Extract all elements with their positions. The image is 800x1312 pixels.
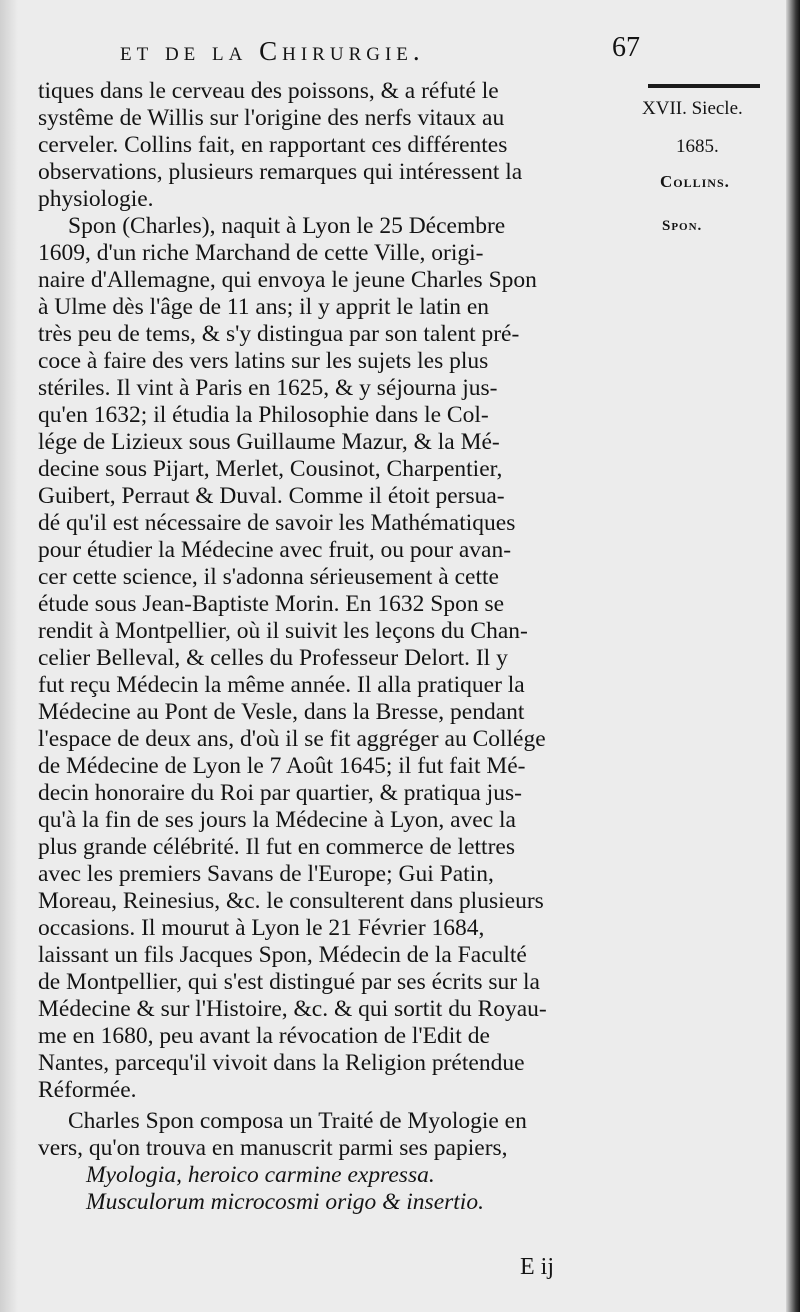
text-line: très peu de tems, & s'y distingua par son talent pré- bbox=[38, 321, 520, 347]
margin-note-century: XVII. Siecle. bbox=[642, 98, 743, 119]
text-line: lége de Lizieux sous Guillaume Mazur, & la Mé- bbox=[38, 429, 500, 455]
margin-note-collins: Collins. bbox=[660, 172, 730, 191]
text-line-italic: Musculorum microcosmi origo & insertio. bbox=[86, 1189, 484, 1215]
text-line: pour étudier la Médecine avec fruit, ou pour avan- bbox=[38, 537, 512, 563]
text-line: tiques dans le cerveau des poissons, & a réfuté le bbox=[38, 78, 499, 104]
text-line: plus grande célébrité. Il fut en commerce de lettres bbox=[38, 834, 515, 860]
page-left-shadow bbox=[0, 0, 18, 1312]
text-line: physiologie. bbox=[38, 186, 154, 212]
text-line: coce à faire des vers latins sur les sujets les plus bbox=[38, 348, 489, 374]
text-line: cerveler. Collins fait, en rapportant ces différentes bbox=[38, 132, 508, 158]
text-line: occasions. Il mourut à Lyon le 21 Février 1684, bbox=[38, 915, 485, 941]
margin-rule bbox=[648, 84, 760, 88]
page-header bbox=[120, 32, 640, 72]
text-line: dé qu'il est nécessaire de savoir les Mathématiques bbox=[38, 510, 516, 536]
text-line: avec les premiers Savans de l'Europe; Gui Patin, bbox=[38, 861, 494, 887]
text-line: observations, plusieurs remarques qui intéressent la bbox=[38, 159, 523, 185]
running-head: et de la Chirurgie. bbox=[120, 36, 425, 66]
text-line: Réformée. bbox=[38, 1077, 137, 1103]
text-line: à Ulme dès l'âge de 11 ans; il y apprit le latin en bbox=[38, 294, 490, 320]
page-number: 67 bbox=[612, 32, 640, 63]
text-line: stériles. Il vint à Paris en 1625, & y séjourna jus- bbox=[38, 375, 498, 401]
text-line: Nantes, parcequ'il vivoit dans la Religion prétendue bbox=[38, 1050, 525, 1076]
text-line: qu'à la fin de ses jours la Médecine à Lyon, avec la bbox=[38, 807, 516, 833]
text-line: étude sous Jean-Baptiste Morin. En 1632 Spon se bbox=[38, 591, 505, 617]
book-spine-shadow bbox=[786, 0, 800, 1312]
margin-note-spon: Spon. bbox=[662, 218, 703, 234]
text-line: Médecine & sur l'Histoire, &c. & qui sortit du Royau- bbox=[38, 996, 547, 1022]
text-line-italic: Myologia, heroico carmine expressa. bbox=[86, 1162, 435, 1188]
text-line: celier Belleval, & celles du Professeur Delort. Il y bbox=[38, 645, 508, 671]
text-line: Médecine au Pont de Vesle, dans la Bresse, pendant bbox=[38, 699, 525, 725]
text-line: laissant un fils Jacques Spon, Médecin de la Faculté bbox=[38, 942, 527, 968]
text-line: rendit à Montpellier, où il suivit les leçons du Chan- bbox=[38, 618, 528, 644]
text-line: qu'en 1632; il étudia la Philosophie dans le Col- bbox=[38, 402, 489, 428]
text-line: decin honoraire du Roi par quartier, & pratiqua jus- bbox=[38, 780, 522, 806]
text-line: Spon (Charles), naquit à Lyon le 25 Décembre bbox=[68, 213, 506, 239]
text-line: Guibert, Perraut & Duval. Comme il étoit persua- bbox=[38, 483, 505, 509]
text-line: naire d'Allemagne, qui envoya le jeune Charles Spon bbox=[38, 267, 537, 293]
text-line: fut reçu Médecin la même année. Il alla pratiquer la bbox=[38, 672, 525, 698]
text-line: de Médecine de Lyon le 7 Août 1645; il fut fait Mé- bbox=[38, 753, 526, 779]
text-line: l'espace de deux ans, d'où il se fit aggréger au Collége bbox=[38, 726, 546, 752]
text-line: Moreau, Reinesius, &c. le consulterent dans plusieurs bbox=[38, 888, 544, 914]
text-line: Charles Spon composa un Traité de Myologie en bbox=[68, 1108, 527, 1134]
text-line: systême de Willis sur l'origine des nerfs vitaux au bbox=[38, 105, 505, 131]
text-line: de Montpellier, qui s'est distingué par ses écrits sur la bbox=[38, 969, 540, 995]
text-line: decine sous Pijart, Merlet, Cousinot, Charpentier, bbox=[38, 456, 503, 482]
text-line: 1609, d'un riche Marchand de cette Ville, origi- bbox=[38, 240, 484, 266]
text-line: vers, qu'on trouva en manuscrit parmi ses papiers, bbox=[38, 1135, 508, 1161]
margin-note-year: 1685. bbox=[676, 136, 719, 157]
text-line: me en 1680, peu avant la révocation de l'Edit de bbox=[38, 1023, 490, 1049]
signature-mark: E ij bbox=[520, 1254, 554, 1280]
text-line: cer cette science, il s'adonna sérieusement à cette bbox=[38, 564, 499, 590]
